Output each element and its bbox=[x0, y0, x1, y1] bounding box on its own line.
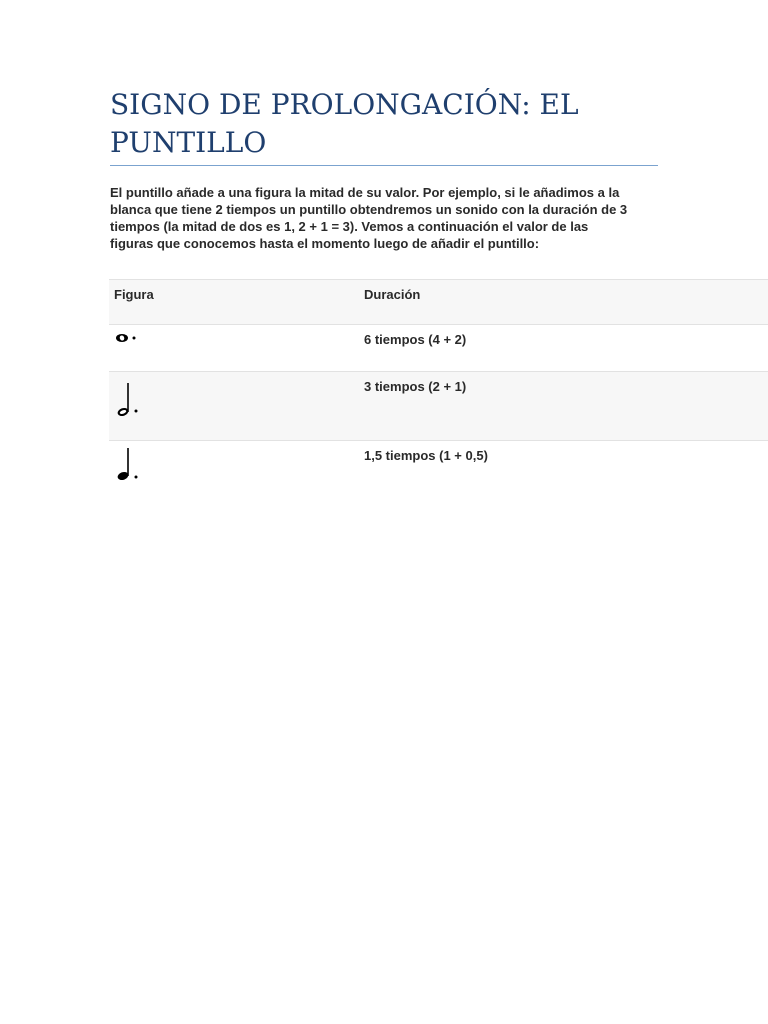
title-divider bbox=[110, 165, 658, 166]
page-title: SIGNO DE PROLONGACIÓN: EL PUNTILLO bbox=[110, 88, 579, 159]
duration-value: 3 tiempos (2 + 1) bbox=[364, 379, 467, 394]
duration-value: 6 tiempos (4 + 2) bbox=[364, 332, 467, 347]
header-duracion: Duración bbox=[364, 287, 421, 302]
intro-paragraph: El puntillo añade a una figura la mitad de su valor. Por ejemplo, si le añadimos a la blanca que tiene 2 tiempos un puntillo obtendremos un sonido con la duración de 3 tiempos (la mitad de dos es 1, 2 + 1 = 3). Vemos a continuación el valor de las figuras que conocemos hasta el momento luego de añadir el puntillo: bbox=[110, 185, 628, 251]
dotted-half-note-icon bbox=[114, 382, 140, 418]
header-figura: Figura bbox=[114, 287, 154, 302]
dotted-quarter-note-icon bbox=[114, 447, 140, 483]
table-row bbox=[109, 440, 768, 491]
table-row bbox=[109, 371, 768, 440]
figures-table bbox=[109, 279, 768, 491]
table-header-row bbox=[109, 279, 768, 324]
dotted-whole-note-icon bbox=[114, 331, 140, 345]
duration-value: 1,5 tiempos (1 + 0,5) bbox=[364, 448, 488, 463]
table-row bbox=[109, 324, 768, 371]
